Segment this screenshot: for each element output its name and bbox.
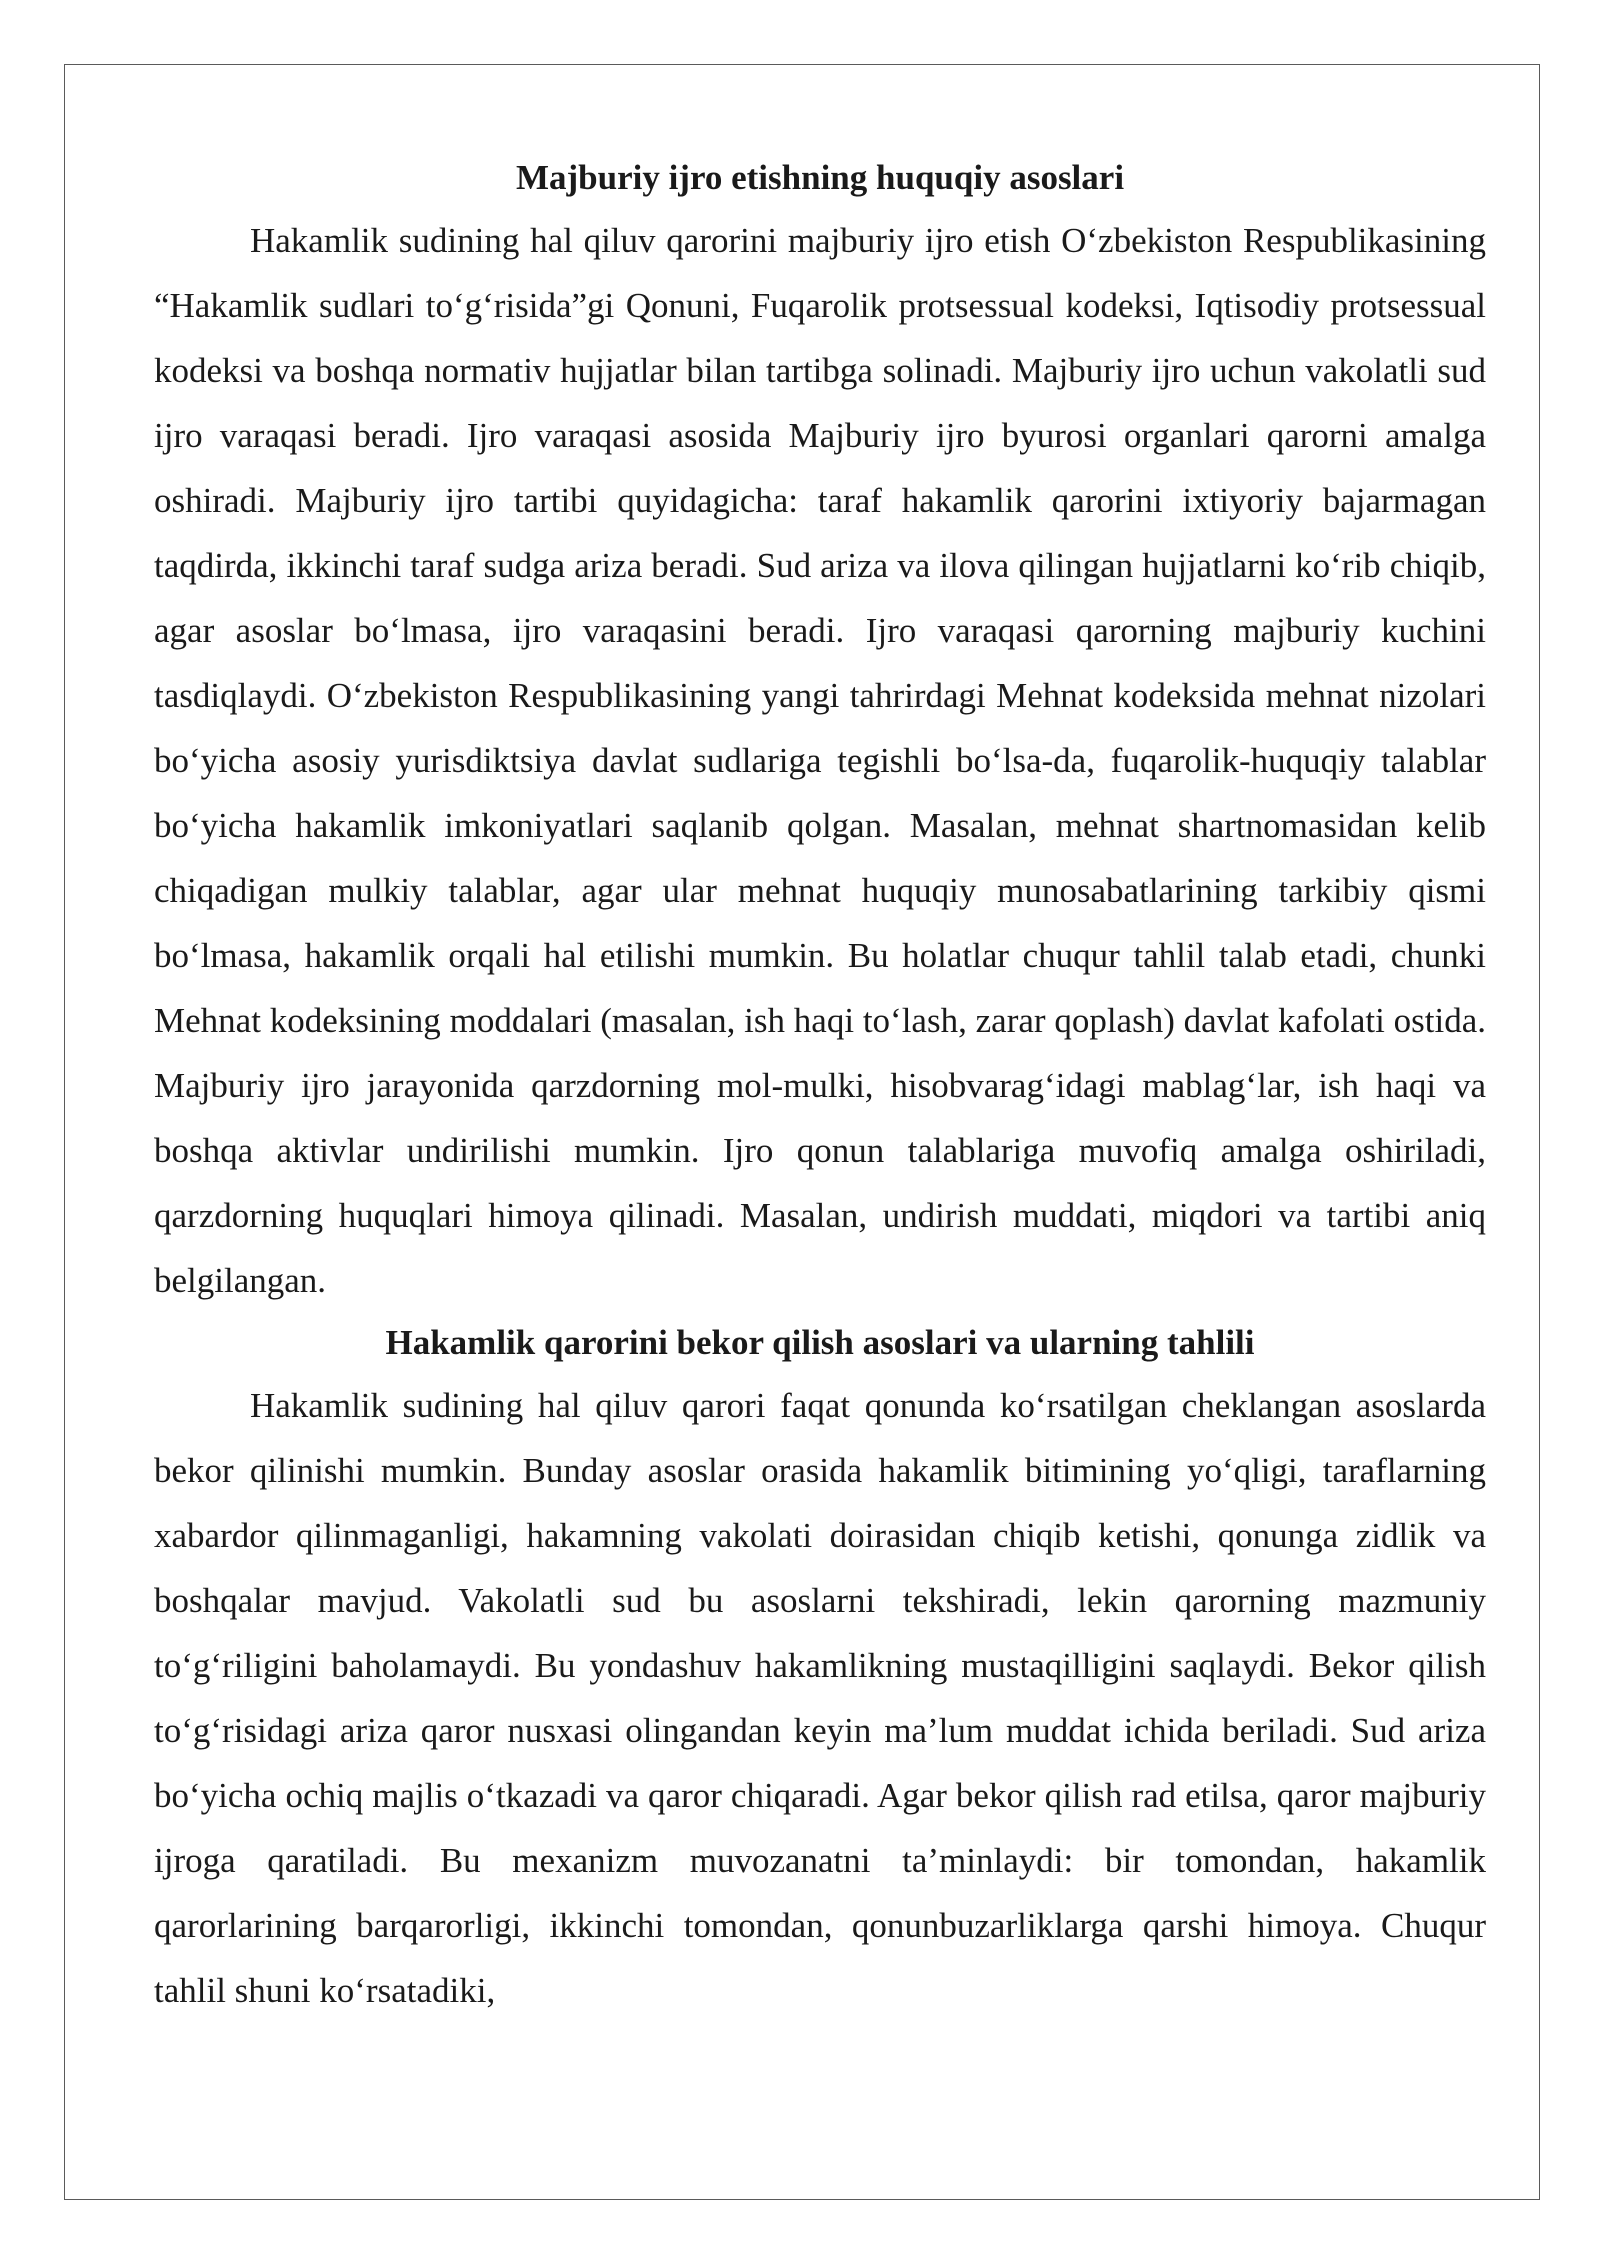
section-heading-enforcement: Majburiy ijro etishning huquqiy asoslari [515, 158, 1125, 197]
document-body [154, 148, 1486, 2023]
paragraph-enforcement: Hakamlik sudining hal qiluv qarorini majburiy ijro etish O‘zbekiston Respublikasining “Hakamlik sudlari to‘g‘risida”gi Qonuni, Fuqarolik protsessual kodeksi, Iqtisodiy protsessual kodeksi va boshqa normativ hujjatlar bilan tartibga solinadi. Majburiy ijro uchun vakolatli sud ijro varaqasi beradi. Ijro varaqasi asosida Majburiy ijro byurosi organlari qarorni amalga oshiradi. Majburiy ijro tartibi quyidagicha: taraf hakamlik qarorini ixtiyoriy bajarmagan taqdirda, ikkinchi taraf sudga ariza beradi. Sud ariza va ilova qilingan hujjatlarni ko‘rib chiqib, agar asoslar bo‘lmasa, ijro varaqasini beradi. Ijro varaqasi qarorning majburiy kuchini tasdiqlaydi. O‘zbekiston Respublikasining yangi tahrirdagi Mehnat kodeksida mehnat nizolari bo‘yicha asosiy yurisdiktsiya davlat sudlariga tegishli bo‘lsa-da, fuqarolik-huquqiy talablar bo‘yicha hakamlik imkoniyatlari saqlanib qolgan. Masalan, mehnat shartnomasidan kelib chiqadigan mulkiy talablar, agar ular mehnat huquqiy munosabatlarining tarkibiy qismi bo‘lmasa, hakamlik orqali hal etilishi mumkin. Bu holatlar chuqur tahlil talab etadi, chunki Mehnat kodeksining moddalari (masalan, ish haqi to‘lash, zarar qoplash) davlat kafolati ostida. Majburiy ijro jarayonida qarzdorning mol-mulki, hisobvarag‘idagi mablag‘lar, ish haqi va boshqa aktivlar undirilishi mumkin. Ijro qonun talablariga muvofiq amalga oshiriladi, qarzdorning huquqlari himoya qilinadi. Masalan, undirish muddati, miqdori va tartibi aniq belgilangan. [154, 221, 1486, 1300]
paragraph-annulment: Hakamlik sudining hal qiluv qarori faqat qonunda ko‘rsatilgan cheklangan asoslarda bekor qilinishi mumkin. Bunday asoslar orasida hakamlik bitimining yo‘qligi, taraflarning xabardor qilinmaganligi, hakamning vakolati doirasidan chiqib ketishi, qonunga zidlik va boshqalar mavjud. Vakolatli sud bu asoslarni tekshiradi, lekin qarorning mazmuniy to‘g‘riligini baholamaydi. Bu yondashuv hakamlikning mustaqilligini saqlaydi. Bekor qilish to‘g‘risidagi ariza qaror nusxasi olingandan keyin ma’lum muddat ichida beriladi. Sud ariza bo‘yicha ochiq majlis o‘tkazadi va qaror chiqaradi. Agar bekor qilish rad etilsa, qaror majburiy ijroga qaratiladi. Bu mexanizm muvozanatni ta’minlaydi: bir tomondan, hakamlik qarorlarining barqarorligi, ikkinchi tomondan, qonunbuzarliklarga qarshi himoya. Chuqur tahlil shuni ko‘rsatadiki, [154, 1386, 1486, 2010]
section-heading-annulment: Hakamlik qarorini bekor qilish asoslari va ularning tahlili [385, 1323, 1255, 1362]
